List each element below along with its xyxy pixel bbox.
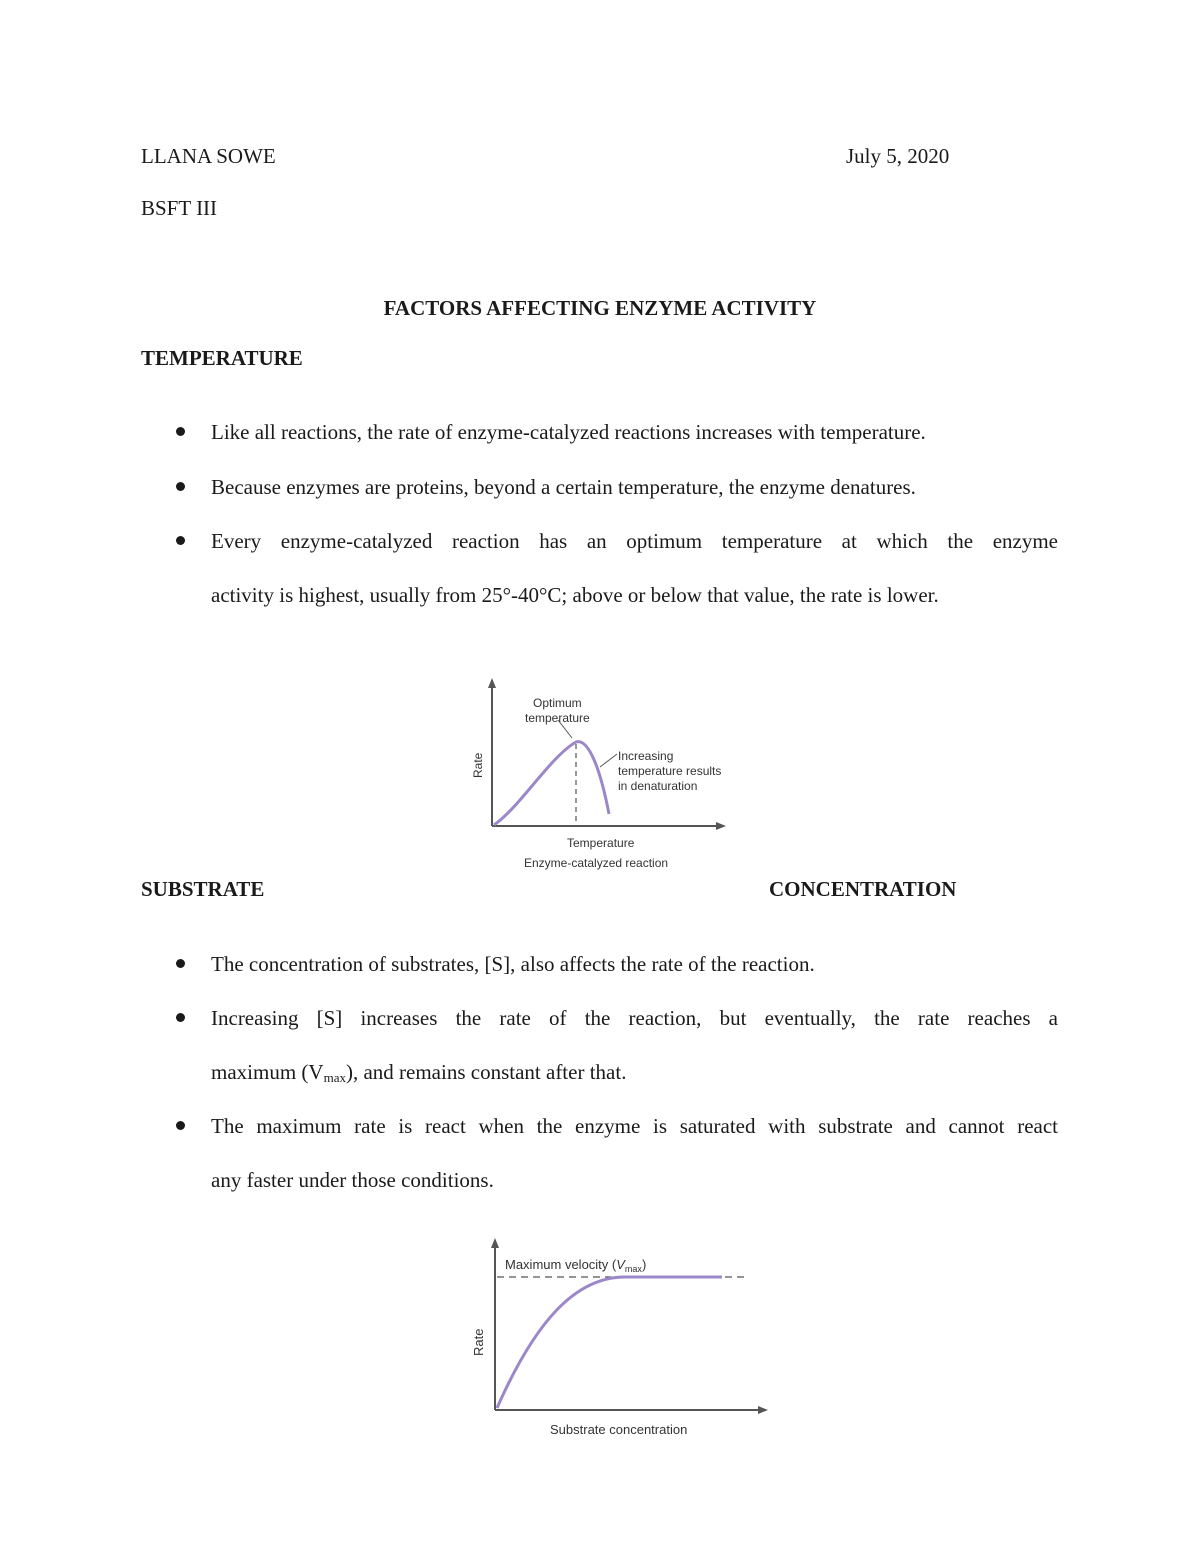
y-axis-arrow xyxy=(491,1238,499,1248)
temperature-rate-curve xyxy=(494,742,609,825)
optimum-label-line-2: temperature xyxy=(525,711,590,725)
vmax-label: Maximum velocity $(V_{max})$ xyxy=(505,1257,647,1274)
denature-leader-line xyxy=(600,754,617,767)
vmax-suffix: ), and remains constant after that. xyxy=(345,1060,627,1084)
temperature-bullet-3-line-2: activity is highest, usually from 25°-40°C; above or below that value, the rate is lower. xyxy=(211,583,939,607)
temperature-rate-figure xyxy=(460,672,740,872)
vmax-subscript: max xyxy=(323,1070,346,1085)
course-label: BSFT III xyxy=(141,196,218,220)
bullet-marker xyxy=(176,427,185,436)
x-axis-arrow xyxy=(758,1406,768,1414)
document-date: July 5, 2020 xyxy=(846,144,950,168)
vmax-prefix: maximum (V xyxy=(211,1060,324,1084)
bullet-marker xyxy=(176,1121,185,1130)
x-axis-arrow xyxy=(716,822,726,830)
x-axis-label: Temperature xyxy=(567,836,635,850)
optimum-label-line-1: Optimum xyxy=(533,696,582,710)
section-heading-concentration: CONCENTRATION xyxy=(769,877,957,901)
temperature-bullet-1: Like all reactions, the rate of enzyme-catalyzed reactions increases with temperature. xyxy=(211,420,926,444)
y-axis-label: Rate xyxy=(471,1328,486,1356)
denature-label-line-1: Increasing xyxy=(618,749,674,763)
substrate-bullet-2-line-2 xyxy=(211,1062,626,1084)
temperature-bullet-2: Because enzymes are proteins, beyond a certain temperature, the enzyme denatures. xyxy=(211,475,916,499)
denature-label-line-2: temperature results xyxy=(618,764,722,778)
substrate-bullet-1: The concentration of substrates, [S], also affects the rate of the reaction. xyxy=(211,952,815,976)
figure-caption: Enzyme-catalyzed reaction xyxy=(524,856,669,870)
denature-label-line-3: in denaturation xyxy=(618,779,698,793)
temperature-bullet-3-line-1: Every enzyme-catalyzed reaction has an optimum temperature at which the enzyme xyxy=(211,529,1058,553)
substrate-rate-curve xyxy=(497,1277,722,1408)
bullet-marker xyxy=(176,536,185,545)
bullet-marker xyxy=(176,959,185,968)
page-title: FACTORS AFFECTING ENZYME ACTIVITY xyxy=(383,296,817,320)
bullet-marker xyxy=(176,1013,185,1022)
substrate-bullet-3-line-1: The maximum rate is react when the enzyme is saturated with substrate and cannot react xyxy=(211,1114,1058,1138)
section-heading-substrate: SUBSTRATE xyxy=(141,877,265,901)
substrate-bullet-3-line-2: any faster under those conditions. xyxy=(211,1168,494,1192)
author-name: LLANA SOWE xyxy=(141,144,276,168)
y-axis-arrow xyxy=(488,678,496,688)
substrate-bullet-2-line-1: Increasing [S] increases the rate of the reaction, but eventually, the rate reaches a xyxy=(211,1006,1058,1030)
x-axis-label: Substrate concentration xyxy=(550,1422,688,1437)
section-heading-temperature: TEMPERATURE xyxy=(141,346,303,370)
y-axis-label: Rate xyxy=(471,752,485,778)
substrate-rate-figure xyxy=(460,1232,780,1444)
bullet-marker xyxy=(176,482,185,491)
